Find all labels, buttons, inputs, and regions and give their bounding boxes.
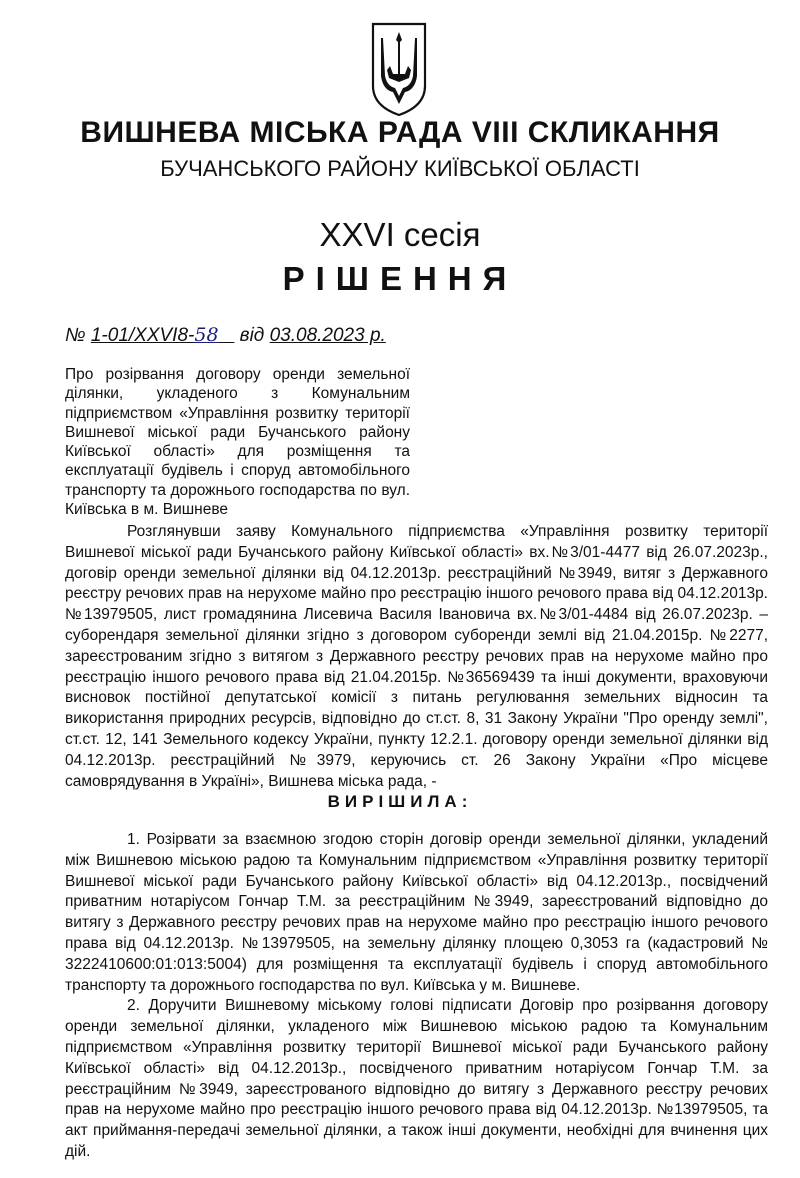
decision-number-prefix: 1-01/XXVI8- — [90, 325, 195, 346]
decision-items — [65, 830, 768, 1163]
decision-subject: Про розірвання договору оренди земельної ділянки, укладеного з Комунальним підприємством «Управління розвитку території Вишневої міської ради Бучанського району Київської області» для розміщення та експлуатації будівель і споруд автомобільного транспорту та дорожнього господарства по вул. Київська в м. Вишневе — [65, 366, 410, 519]
handwritten-number: 58 — [194, 324, 219, 346]
preamble-paragraph: Розглянувши заяву Комунального підприємства «Управління розвитку території Вишневої міської ради Бучанського району Київської області» вх.№3/01-4477 від 26.07.2023р., договір оренди земельної ділянки від 04.12.2013р. реєстраційний №3949, витяг з Державного реєстру речових прав на нерухоме майно про реєстрацію іншого речового права від 04.12.2013р. №13979505, лист громадянина Лисевича Василя Івановича вх.№3/01-4484 від 26.07.2023р. – суборендаря земельної ділянки згідно з договором суборенди землі від 21.04.2015р. №2277, зареєстрованим згідно з витягом з Державного реєстру речових прав на нерухоме майно про реєстрацію іншого речового права від 21.04.2015р. №36569439 та інші документи, враховуючи висновок постійної депутатської комісії з питань регулювання земельних відносин та використання природних ресурсів, відповідно до ст.ст. 8, 31 Закону України "Про оренду землі", ст.ст. 12, 141 Земельного кодексу України, пункту 12.2.1. договору оренди земельної ділянки від 04.12.2013р. реєстраційний №3979, керуючись ст. 26 Закону України «Про місцеве самоврядування в Україні», Вишнева міська рада, - — [65, 523, 768, 790]
district-name: БУЧАНСЬКОГО РАЙОНУ КИЇВСЬКОЇ ОБЛАСТІ — [160, 156, 640, 181]
trident-coat-of-arms-icon — [369, 20, 429, 118]
decision-item-2: 2. Доручити Вишневому міському голові підписати Договір про розірвання договору оренди земельної ділянки, укладеного між Вишневою міською радою та Комунальним підприємством «Управління розвитку території Вишневої міської ради Бучанського району Київської області» від 04.12.2013р., посвідченого приватним нотаріусом Гончар Т.М. за реєстраційним №3949, зареєстрованого відповідно до витягу з Державного реєстру речових прав на нерухоме майно про реєстрацію іншого речового права від 04.12.2013р. №13979505, та акт приймання-передачі земельної ділянки, а також інші документи, необхідні для вчинення цих дій. — [65, 997, 768, 1160]
document-type-title: РІШЕННЯ — [282, 260, 518, 297]
session-title: XXVI сесія — [319, 216, 481, 253]
decision-number — [91, 325, 235, 346]
decision-number-line — [65, 324, 386, 347]
council-name: ВИШНЕВА МІСЬКА РАДА VIII СКЛИКАННЯ — [80, 116, 720, 149]
from-label: від — [239, 325, 265, 346]
number-label: № — [65, 325, 86, 346]
decision-date: 03.08.2023 р. — [269, 325, 386, 346]
decision-item-1: 1. Розірвати за взаємною згодою сторін договір оренди земельної ділянки, укладений між Вишневою міською радою та Комунальним підприємством «Управління розвитку території Вишневої міської ради Бучанського району Київської області» від 04.12.2013р., посвідчений приватним нотаріусом Гончар Т.М. за реєстраційним №3949, зареєстрований відповідно до витягу з Державного реєстру речових прав на нерухоме майно про реєстрацію іншого речового права від 04.12.2013р. №13979505, на земельну ділянку площею 0,3053 га (кадастровий № 3222410600:01:013:5004) для розміщення та експлуатації будівель і споруд автомобільного транспорту та дорожнього господарства по вул. Київська у м. Вишневе. — [65, 831, 768, 994]
resolved-heading: ВИРІШИЛА: — [327, 792, 473, 811]
